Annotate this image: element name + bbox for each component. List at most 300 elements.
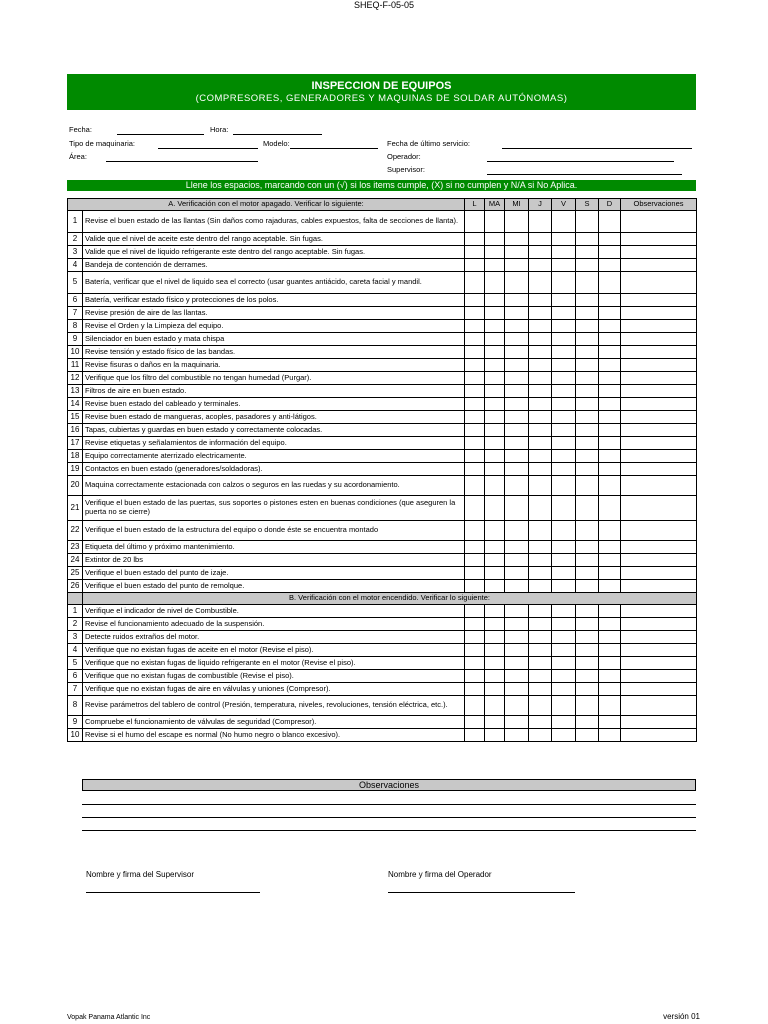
check-cell[interactable] bbox=[576, 463, 599, 476]
check-cell[interactable] bbox=[599, 580, 621, 593]
check-cell[interactable] bbox=[529, 631, 552, 644]
check-cell[interactable] bbox=[599, 320, 621, 333]
observation-cell[interactable] bbox=[621, 496, 697, 521]
check-cell[interactable] bbox=[485, 657, 505, 670]
check-cell[interactable] bbox=[505, 424, 529, 437]
check-cell[interactable] bbox=[576, 450, 599, 463]
check-cell[interactable] bbox=[599, 450, 621, 463]
check-cell[interactable] bbox=[529, 246, 552, 259]
check-cell[interactable] bbox=[552, 605, 576, 618]
check-cell[interactable] bbox=[552, 463, 576, 476]
observation-cell[interactable] bbox=[621, 272, 697, 294]
check-cell[interactable] bbox=[505, 307, 529, 320]
check-cell[interactable] bbox=[576, 272, 599, 294]
check-cell[interactable] bbox=[465, 580, 485, 593]
check-cell[interactable] bbox=[599, 294, 621, 307]
check-cell[interactable] bbox=[599, 463, 621, 476]
check-cell[interactable] bbox=[529, 437, 552, 450]
check-cell[interactable] bbox=[465, 320, 485, 333]
observation-cell[interactable] bbox=[621, 233, 697, 246]
check-cell[interactable] bbox=[576, 333, 599, 346]
check-cell[interactable] bbox=[529, 476, 552, 496]
check-cell[interactable] bbox=[529, 580, 552, 593]
check-cell[interactable] bbox=[552, 716, 576, 729]
check-cell[interactable] bbox=[576, 496, 599, 521]
check-cell[interactable] bbox=[599, 567, 621, 580]
check-cell[interactable] bbox=[465, 521, 485, 541]
check-cell[interactable] bbox=[599, 211, 621, 233]
check-cell[interactable] bbox=[505, 631, 529, 644]
check-cell[interactable] bbox=[599, 631, 621, 644]
check-cell[interactable] bbox=[505, 398, 529, 411]
check-cell[interactable] bbox=[529, 233, 552, 246]
check-cell[interactable] bbox=[485, 605, 505, 618]
check-cell[interactable] bbox=[552, 729, 576, 742]
check-cell[interactable] bbox=[552, 567, 576, 580]
check-cell[interactable] bbox=[529, 346, 552, 359]
check-cell[interactable] bbox=[485, 272, 505, 294]
check-cell[interactable] bbox=[505, 259, 529, 272]
check-cell[interactable] bbox=[552, 476, 576, 496]
check-cell[interactable] bbox=[552, 246, 576, 259]
observation-cell[interactable] bbox=[621, 211, 697, 233]
check-cell[interactable] bbox=[599, 696, 621, 716]
check-cell[interactable] bbox=[576, 670, 599, 683]
check-cell[interactable] bbox=[465, 346, 485, 359]
check-cell[interactable] bbox=[465, 618, 485, 631]
check-cell[interactable] bbox=[485, 437, 505, 450]
check-cell[interactable] bbox=[576, 294, 599, 307]
check-cell[interactable] bbox=[552, 683, 576, 696]
check-cell[interactable] bbox=[599, 670, 621, 683]
check-cell[interactable] bbox=[599, 716, 621, 729]
check-cell[interactable] bbox=[529, 554, 552, 567]
check-cell[interactable] bbox=[529, 259, 552, 272]
check-cell[interactable] bbox=[485, 346, 505, 359]
observation-cell[interactable] bbox=[621, 259, 697, 272]
check-cell[interactable] bbox=[576, 605, 599, 618]
check-cell[interactable] bbox=[505, 294, 529, 307]
observation-cell[interactable] bbox=[621, 463, 697, 476]
check-cell[interactable] bbox=[576, 657, 599, 670]
check-cell[interactable] bbox=[465, 567, 485, 580]
check-cell[interactable] bbox=[485, 320, 505, 333]
check-cell[interactable] bbox=[529, 541, 552, 554]
check-cell[interactable] bbox=[485, 463, 505, 476]
check-cell[interactable] bbox=[576, 683, 599, 696]
modelo-field[interactable] bbox=[290, 148, 378, 149]
operador-field[interactable] bbox=[487, 161, 674, 162]
check-cell[interactable] bbox=[465, 233, 485, 246]
check-cell[interactable] bbox=[529, 307, 552, 320]
check-cell[interactable] bbox=[505, 605, 529, 618]
observation-cell[interactable] bbox=[621, 359, 697, 372]
observation-cell[interactable] bbox=[621, 683, 697, 696]
check-cell[interactable] bbox=[465, 644, 485, 657]
check-cell[interactable] bbox=[599, 476, 621, 496]
check-cell[interactable] bbox=[485, 385, 505, 398]
check-cell[interactable] bbox=[465, 729, 485, 742]
observation-cell[interactable] bbox=[621, 696, 697, 716]
observation-cell[interactable] bbox=[621, 644, 697, 657]
check-cell[interactable] bbox=[465, 657, 485, 670]
check-cell[interactable] bbox=[599, 496, 621, 521]
check-cell[interactable] bbox=[576, 385, 599, 398]
check-cell[interactable] bbox=[505, 580, 529, 593]
observation-cell[interactable] bbox=[621, 424, 697, 437]
check-cell[interactable] bbox=[552, 272, 576, 294]
check-cell[interactable] bbox=[576, 359, 599, 372]
observation-cell[interactable] bbox=[621, 657, 697, 670]
check-cell[interactable] bbox=[552, 411, 576, 424]
check-cell[interactable] bbox=[529, 670, 552, 683]
check-cell[interactable] bbox=[465, 424, 485, 437]
check-cell[interactable] bbox=[485, 496, 505, 521]
check-cell[interactable] bbox=[552, 580, 576, 593]
check-cell[interactable] bbox=[599, 233, 621, 246]
observation-cell[interactable] bbox=[621, 437, 697, 450]
check-cell[interactable] bbox=[576, 631, 599, 644]
check-cell[interactable] bbox=[599, 398, 621, 411]
check-cell[interactable] bbox=[465, 541, 485, 554]
check-cell[interactable] bbox=[505, 521, 529, 541]
check-cell[interactable] bbox=[599, 424, 621, 437]
check-cell[interactable] bbox=[485, 554, 505, 567]
check-cell[interactable] bbox=[552, 450, 576, 463]
check-cell[interactable] bbox=[465, 496, 485, 521]
check-cell[interactable] bbox=[529, 521, 552, 541]
check-cell[interactable] bbox=[552, 333, 576, 346]
operator-signature-line[interactable] bbox=[388, 892, 575, 893]
observation-cell[interactable] bbox=[621, 476, 697, 496]
observaciones-line[interactable] bbox=[82, 804, 696, 805]
check-cell[interactable] bbox=[485, 618, 505, 631]
check-cell[interactable] bbox=[552, 644, 576, 657]
check-cell[interactable] bbox=[576, 398, 599, 411]
check-cell[interactable] bbox=[465, 670, 485, 683]
check-cell[interactable] bbox=[529, 657, 552, 670]
check-cell[interactable] bbox=[485, 541, 505, 554]
check-cell[interactable] bbox=[485, 670, 505, 683]
check-cell[interactable] bbox=[552, 259, 576, 272]
check-cell[interactable] bbox=[599, 644, 621, 657]
check-cell[interactable] bbox=[465, 683, 485, 696]
supervisor-signature-line[interactable] bbox=[86, 892, 260, 893]
check-cell[interactable] bbox=[505, 554, 529, 567]
check-cell[interactable] bbox=[529, 320, 552, 333]
check-cell[interactable] bbox=[485, 580, 505, 593]
fecha-servicio-field[interactable] bbox=[502, 148, 692, 149]
check-cell[interactable] bbox=[485, 333, 505, 346]
observation-cell[interactable] bbox=[621, 307, 697, 320]
observation-cell[interactable] bbox=[621, 716, 697, 729]
check-cell[interactable] bbox=[552, 631, 576, 644]
check-cell[interactable] bbox=[552, 320, 576, 333]
check-cell[interactable] bbox=[576, 233, 599, 246]
check-cell[interactable] bbox=[552, 554, 576, 567]
check-cell[interactable] bbox=[599, 683, 621, 696]
check-cell[interactable] bbox=[599, 618, 621, 631]
check-cell[interactable] bbox=[529, 211, 552, 233]
check-cell[interactable] bbox=[505, 346, 529, 359]
check-cell[interactable] bbox=[529, 294, 552, 307]
check-cell[interactable] bbox=[465, 463, 485, 476]
check-cell[interactable] bbox=[576, 567, 599, 580]
check-cell[interactable] bbox=[465, 259, 485, 272]
check-cell[interactable] bbox=[465, 385, 485, 398]
observation-cell[interactable] bbox=[621, 729, 697, 742]
check-cell[interactable] bbox=[505, 359, 529, 372]
area-field[interactable] bbox=[106, 161, 258, 162]
check-cell[interactable] bbox=[552, 385, 576, 398]
check-cell[interactable] bbox=[529, 272, 552, 294]
check-cell[interactable] bbox=[529, 450, 552, 463]
check-cell[interactable] bbox=[505, 683, 529, 696]
check-cell[interactable] bbox=[552, 372, 576, 385]
check-cell[interactable] bbox=[505, 696, 529, 716]
check-cell[interactable] bbox=[465, 294, 485, 307]
check-cell[interactable] bbox=[505, 385, 529, 398]
check-cell[interactable] bbox=[485, 211, 505, 233]
check-cell[interactable] bbox=[599, 307, 621, 320]
check-cell[interactable] bbox=[599, 385, 621, 398]
check-cell[interactable] bbox=[485, 631, 505, 644]
check-cell[interactable] bbox=[465, 450, 485, 463]
check-cell[interactable] bbox=[599, 346, 621, 359]
check-cell[interactable] bbox=[465, 716, 485, 729]
check-cell[interactable] bbox=[529, 644, 552, 657]
check-cell[interactable] bbox=[529, 411, 552, 424]
check-cell[interactable] bbox=[599, 372, 621, 385]
check-cell[interactable] bbox=[465, 605, 485, 618]
check-cell[interactable] bbox=[599, 521, 621, 541]
check-cell[interactable] bbox=[485, 359, 505, 372]
observation-cell[interactable] bbox=[621, 294, 697, 307]
check-cell[interactable] bbox=[552, 294, 576, 307]
check-cell[interactable] bbox=[505, 437, 529, 450]
check-cell[interactable] bbox=[529, 333, 552, 346]
check-cell[interactable] bbox=[599, 272, 621, 294]
check-cell[interactable] bbox=[465, 307, 485, 320]
check-cell[interactable] bbox=[465, 476, 485, 496]
check-cell[interactable] bbox=[529, 496, 552, 521]
check-cell[interactable] bbox=[505, 476, 529, 496]
check-cell[interactable] bbox=[529, 424, 552, 437]
check-cell[interactable] bbox=[576, 618, 599, 631]
check-cell[interactable] bbox=[599, 359, 621, 372]
check-cell[interactable] bbox=[552, 233, 576, 246]
check-cell[interactable] bbox=[576, 554, 599, 567]
check-cell[interactable] bbox=[485, 521, 505, 541]
check-cell[interactable] bbox=[505, 716, 529, 729]
check-cell[interactable] bbox=[599, 411, 621, 424]
check-cell[interactable] bbox=[485, 696, 505, 716]
check-cell[interactable] bbox=[599, 729, 621, 742]
check-cell[interactable] bbox=[529, 385, 552, 398]
check-cell[interactable] bbox=[552, 696, 576, 716]
check-cell[interactable] bbox=[552, 521, 576, 541]
check-cell[interactable] bbox=[485, 716, 505, 729]
observation-cell[interactable] bbox=[621, 631, 697, 644]
check-cell[interactable] bbox=[599, 259, 621, 272]
check-cell[interactable] bbox=[505, 450, 529, 463]
check-cell[interactable] bbox=[552, 618, 576, 631]
check-cell[interactable] bbox=[576, 246, 599, 259]
check-cell[interactable] bbox=[505, 496, 529, 521]
fecha-field[interactable] bbox=[117, 134, 204, 135]
observation-cell[interactable] bbox=[621, 246, 697, 259]
check-cell[interactable] bbox=[465, 372, 485, 385]
check-cell[interactable] bbox=[485, 424, 505, 437]
observation-cell[interactable] bbox=[621, 411, 697, 424]
observaciones-line[interactable] bbox=[82, 830, 696, 831]
observation-cell[interactable] bbox=[621, 618, 697, 631]
check-cell[interactable] bbox=[485, 644, 505, 657]
check-cell[interactable] bbox=[505, 567, 529, 580]
check-cell[interactable] bbox=[505, 333, 529, 346]
check-cell[interactable] bbox=[576, 372, 599, 385]
check-cell[interactable] bbox=[465, 359, 485, 372]
check-cell[interactable] bbox=[599, 605, 621, 618]
check-cell[interactable] bbox=[465, 333, 485, 346]
check-cell[interactable] bbox=[599, 554, 621, 567]
check-cell[interactable] bbox=[505, 657, 529, 670]
check-cell[interactable] bbox=[576, 211, 599, 233]
observation-cell[interactable] bbox=[621, 346, 697, 359]
supervisor-field[interactable] bbox=[487, 174, 682, 175]
check-cell[interactable] bbox=[465, 696, 485, 716]
check-cell[interactable] bbox=[576, 696, 599, 716]
check-cell[interactable] bbox=[552, 359, 576, 372]
check-cell[interactable] bbox=[599, 541, 621, 554]
check-cell[interactable] bbox=[505, 729, 529, 742]
check-cell[interactable] bbox=[599, 657, 621, 670]
observation-cell[interactable] bbox=[621, 320, 697, 333]
check-cell[interactable] bbox=[576, 320, 599, 333]
tipo-field[interactable] bbox=[158, 148, 258, 149]
check-cell[interactable] bbox=[529, 618, 552, 631]
check-cell[interactable] bbox=[465, 272, 485, 294]
observaciones-line[interactable] bbox=[82, 817, 696, 818]
observation-cell[interactable] bbox=[621, 372, 697, 385]
check-cell[interactable] bbox=[529, 605, 552, 618]
check-cell[interactable] bbox=[576, 346, 599, 359]
observation-cell[interactable] bbox=[621, 541, 697, 554]
check-cell[interactable] bbox=[505, 246, 529, 259]
check-cell[interactable] bbox=[552, 211, 576, 233]
check-cell[interactable] bbox=[552, 657, 576, 670]
check-cell[interactable] bbox=[465, 631, 485, 644]
check-cell[interactable] bbox=[576, 580, 599, 593]
check-cell[interactable] bbox=[529, 567, 552, 580]
check-cell[interactable] bbox=[576, 729, 599, 742]
check-cell[interactable] bbox=[505, 411, 529, 424]
observation-cell[interactable] bbox=[621, 521, 697, 541]
check-cell[interactable] bbox=[505, 541, 529, 554]
check-cell[interactable] bbox=[465, 211, 485, 233]
check-cell[interactable] bbox=[576, 716, 599, 729]
observation-cell[interactable] bbox=[621, 398, 697, 411]
check-cell[interactable] bbox=[576, 424, 599, 437]
check-cell[interactable] bbox=[505, 670, 529, 683]
check-cell[interactable] bbox=[552, 307, 576, 320]
check-cell[interactable] bbox=[576, 476, 599, 496]
check-cell[interactable] bbox=[599, 246, 621, 259]
check-cell[interactable] bbox=[552, 437, 576, 450]
check-cell[interactable] bbox=[529, 398, 552, 411]
check-cell[interactable] bbox=[576, 411, 599, 424]
check-cell[interactable] bbox=[465, 398, 485, 411]
check-cell[interactable] bbox=[485, 729, 505, 742]
check-cell[interactable] bbox=[552, 424, 576, 437]
check-cell[interactable] bbox=[465, 246, 485, 259]
check-cell[interactable] bbox=[505, 320, 529, 333]
check-cell[interactable] bbox=[529, 716, 552, 729]
check-cell[interactable] bbox=[529, 359, 552, 372]
check-cell[interactable] bbox=[485, 307, 505, 320]
check-cell[interactable] bbox=[505, 211, 529, 233]
check-cell[interactable] bbox=[576, 307, 599, 320]
check-cell[interactable] bbox=[485, 476, 505, 496]
observation-cell[interactable] bbox=[621, 385, 697, 398]
check-cell[interactable] bbox=[576, 259, 599, 272]
check-cell[interactable] bbox=[599, 333, 621, 346]
check-cell[interactable] bbox=[599, 437, 621, 450]
check-cell[interactable] bbox=[529, 729, 552, 742]
check-cell[interactable] bbox=[485, 567, 505, 580]
check-cell[interactable] bbox=[465, 437, 485, 450]
check-cell[interactable] bbox=[529, 372, 552, 385]
observation-cell[interactable] bbox=[621, 605, 697, 618]
check-cell[interactable] bbox=[485, 233, 505, 246]
check-cell[interactable] bbox=[505, 372, 529, 385]
check-cell[interactable] bbox=[576, 644, 599, 657]
check-cell[interactable] bbox=[485, 294, 505, 307]
observation-cell[interactable] bbox=[621, 580, 697, 593]
check-cell[interactable] bbox=[485, 450, 505, 463]
check-cell[interactable] bbox=[529, 696, 552, 716]
check-cell[interactable] bbox=[576, 521, 599, 541]
check-cell[interactable] bbox=[465, 554, 485, 567]
check-cell[interactable] bbox=[552, 541, 576, 554]
check-cell[interactable] bbox=[576, 437, 599, 450]
observation-cell[interactable] bbox=[621, 567, 697, 580]
check-cell[interactable] bbox=[485, 246, 505, 259]
check-cell[interactable] bbox=[505, 272, 529, 294]
check-cell[interactable] bbox=[505, 233, 529, 246]
observation-cell[interactable] bbox=[621, 670, 697, 683]
check-cell[interactable] bbox=[485, 372, 505, 385]
check-cell[interactable] bbox=[465, 411, 485, 424]
check-cell[interactable] bbox=[505, 644, 529, 657]
check-cell[interactable] bbox=[485, 411, 505, 424]
check-cell[interactable] bbox=[505, 618, 529, 631]
check-cell[interactable] bbox=[485, 683, 505, 696]
check-cell[interactable] bbox=[552, 398, 576, 411]
check-cell[interactable] bbox=[485, 259, 505, 272]
observation-cell[interactable] bbox=[621, 450, 697, 463]
check-cell[interactable] bbox=[552, 670, 576, 683]
check-cell[interactable] bbox=[505, 463, 529, 476]
check-cell[interactable] bbox=[552, 496, 576, 521]
observation-cell[interactable] bbox=[621, 554, 697, 567]
observation-cell[interactable] bbox=[621, 333, 697, 346]
check-cell[interactable] bbox=[576, 541, 599, 554]
hora-field[interactable] bbox=[233, 134, 322, 135]
check-cell[interactable] bbox=[485, 398, 505, 411]
check-cell[interactable] bbox=[529, 463, 552, 476]
check-cell[interactable] bbox=[529, 683, 552, 696]
